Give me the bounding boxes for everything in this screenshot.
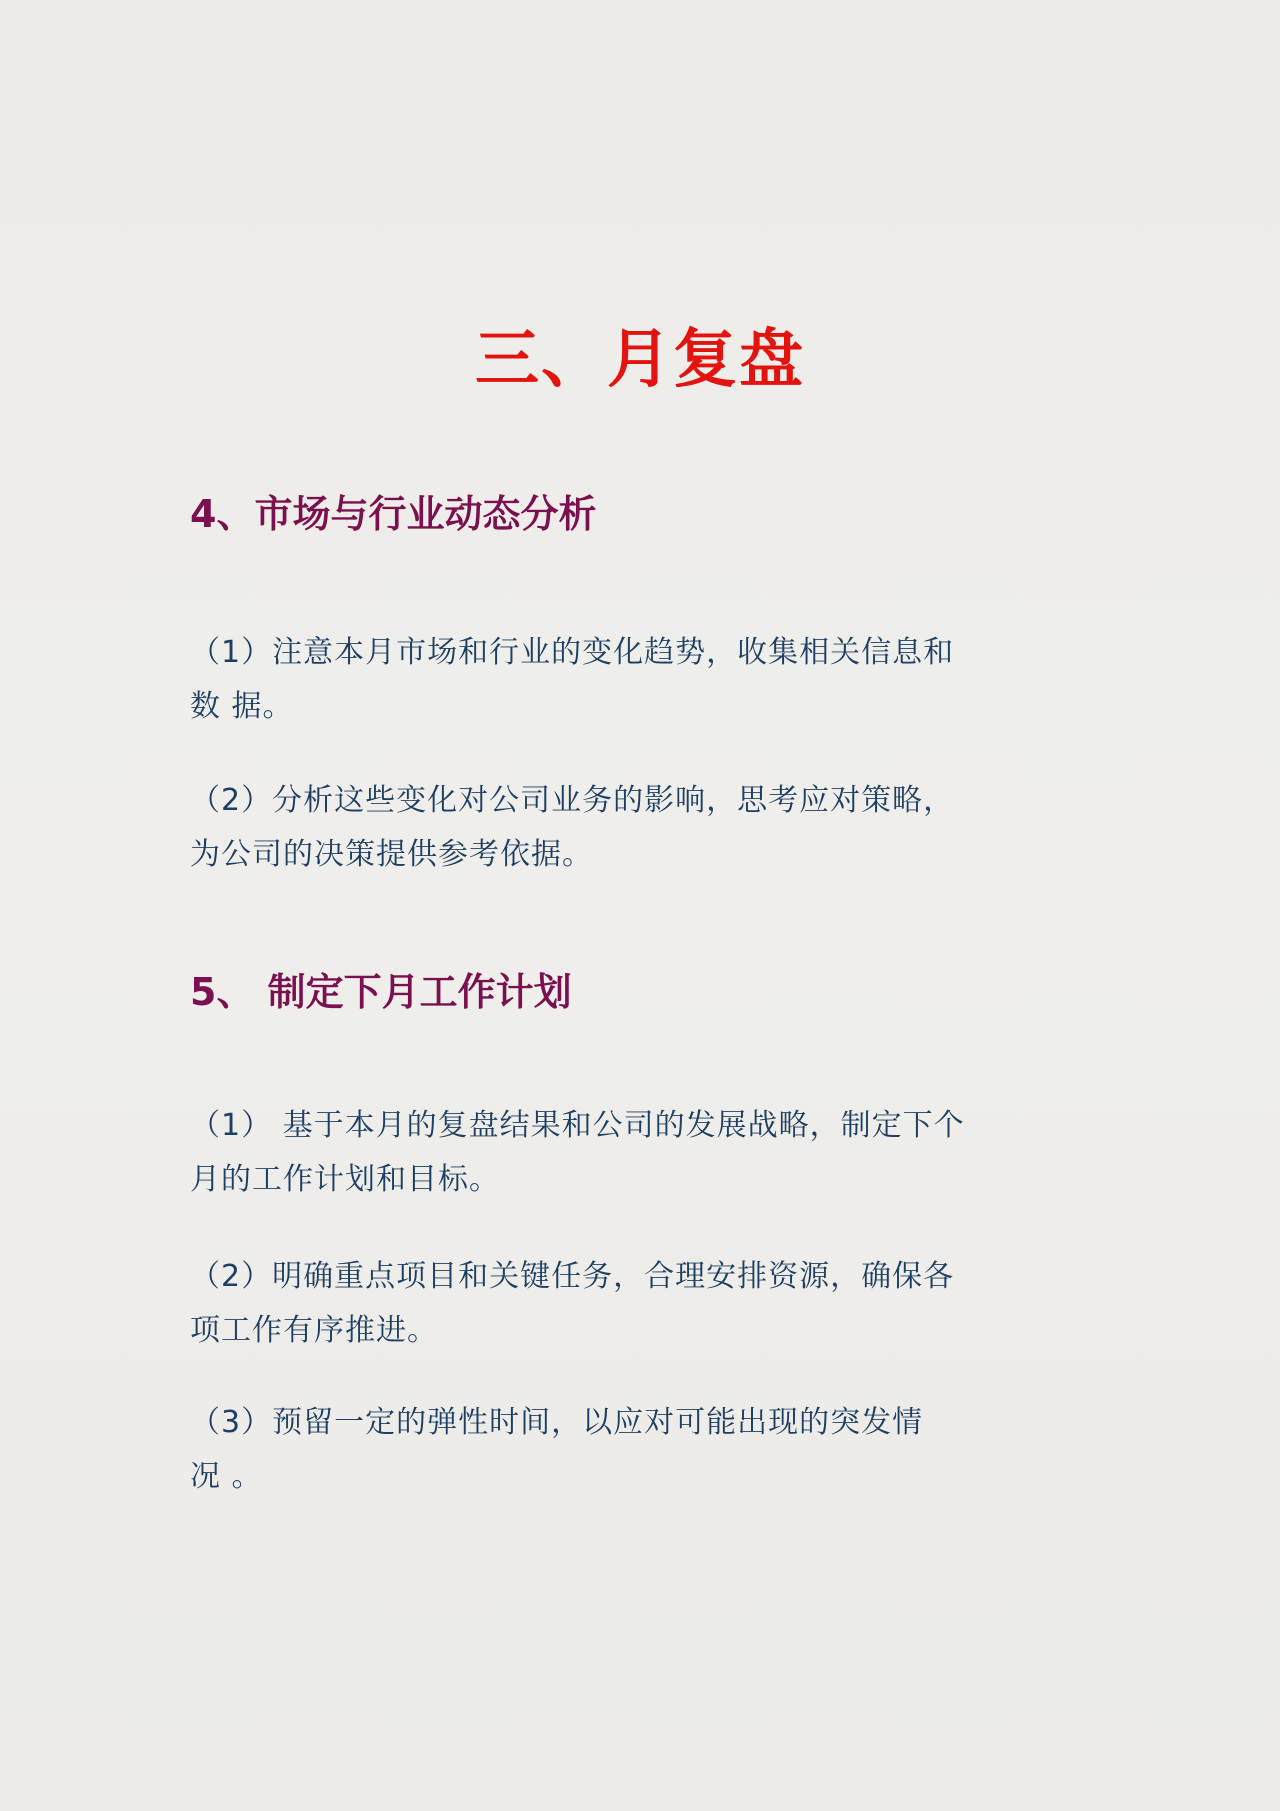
paragraph-plan-goals: （1） 基于本月的复盘结果和公司的发展战略，制定下个 月的工作计划和目标。 <box>190 1108 965 1197</box>
paragraph-buffer-time: （3）预留一定的弹性时间，以应对可能出现的突发情 况 。 <box>190 1405 924 1494</box>
section-heading-next-month-plan: 5、 制定下月工作计划 <box>190 970 572 1014</box>
section-heading-market-analysis: 4、市场与行业动态分析 <box>190 492 597 536</box>
paragraph-market-trends: （1）注意本月市场和行业的变化趋势，收集相关信息和 数 据。 <box>190 635 955 724</box>
paragraph-impact-analysis: （2）分析这些变化对公司业务的影响，思考应对策略， 为公司的决策提供参考依据。 <box>190 783 955 872</box>
page-title: 三、月复盘 <box>475 323 805 397</box>
paragraph-key-tasks: （2）明确重点项目和关键任务，合理安排资源，确保各 项工作有序推进。 <box>190 1259 955 1348</box>
